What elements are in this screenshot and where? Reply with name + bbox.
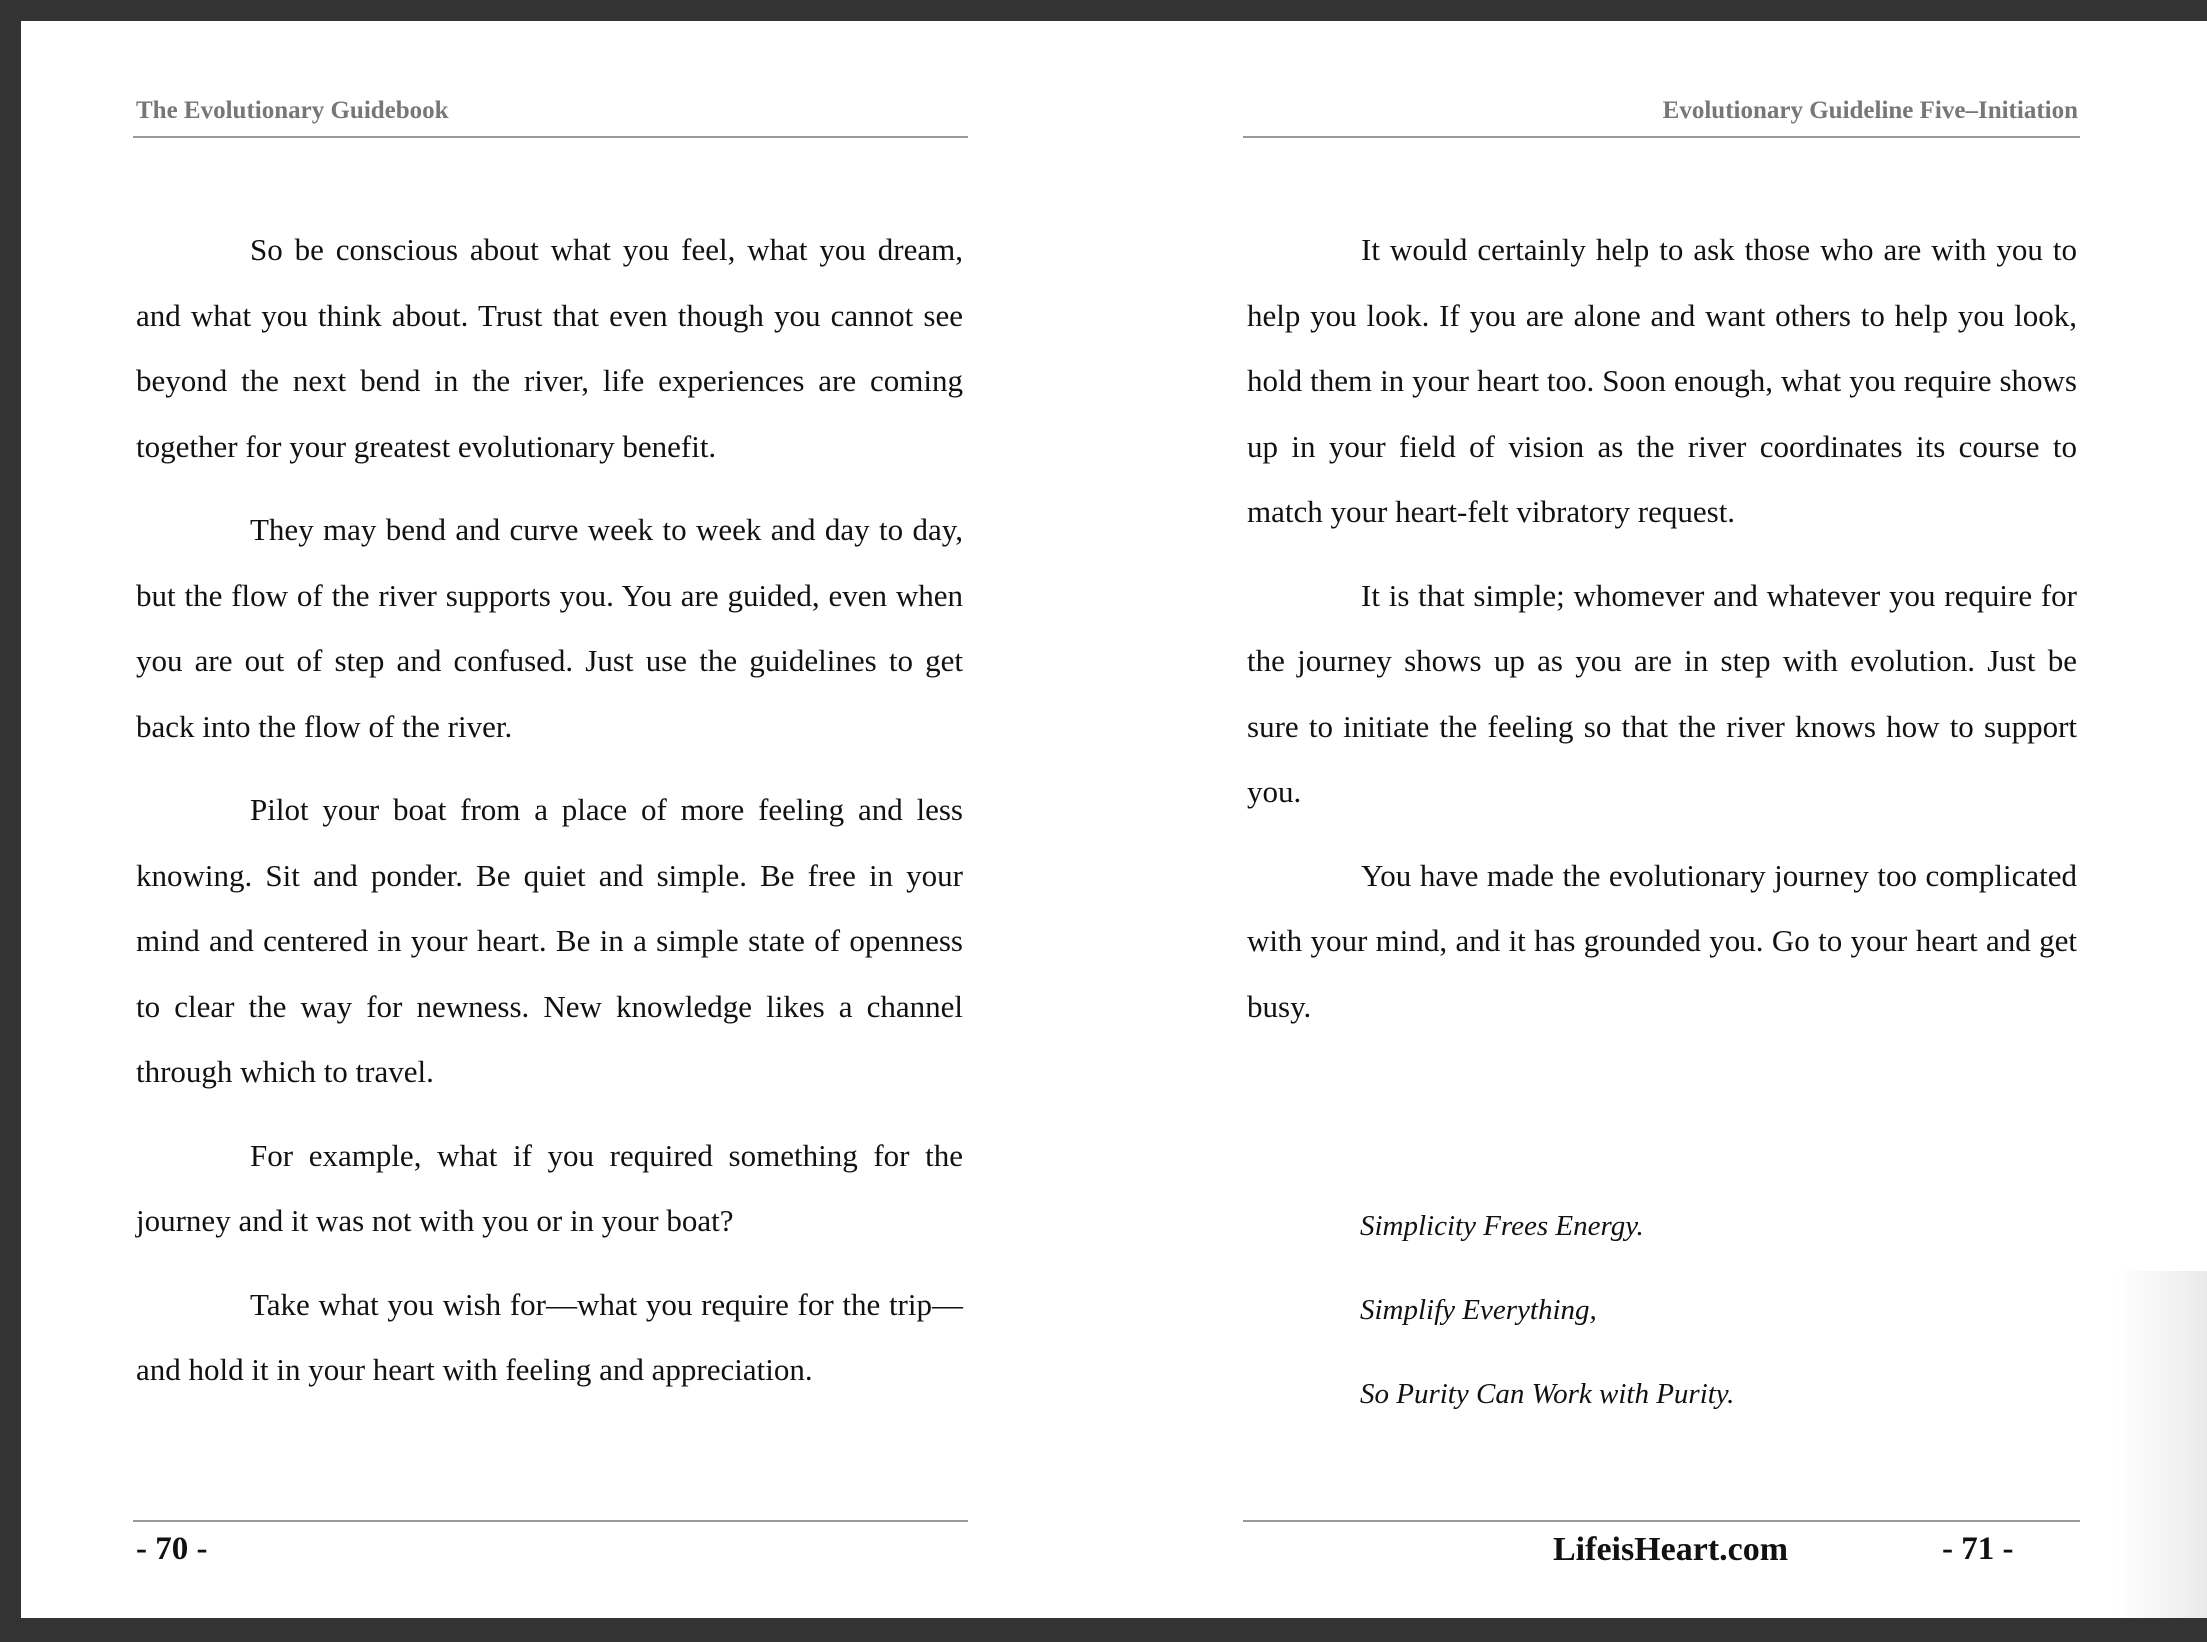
paragraph: It is that simple; whomever and whatever you require for the journey shows up as you are in step with evolution. Just be sure to initiate the feeling so that the river knows how to support you. [1247,577,2077,809]
quote-line: So Purity Can Work with Purity. [1360,1378,1735,1410]
paragraph: It would certainly help to ask those who are with you to help you look. If you are alone and want others to help you look, hold them in your heart too. Soon enough, what you require shows up in your field of vision as the river coordinates its course to match your heart-felt vibratory request. [1247,232,2077,529]
body-text-left [136,217,963,1421]
paragraph: For example, what if you required something for the journey and it was not with you or in your boat? [136,1137,963,1238]
paragraph: Take what you wish for—what you require for the trip—and hold it in your heart with feeling and appreciation. [136,1286,963,1387]
book-spread [21,21,2207,1618]
header-divider [1243,136,2080,138]
website-name: LifeisHeart.com [1553,1531,1789,1568]
footer-divider [133,1520,968,1522]
italic-quote-block [1360,1206,1734,1458]
quote-line: Simplicity Frees Energy. [1360,1210,1644,1242]
paragraph: So be conscious about what you feel, what you dream, and what you think about. Trust that even though you cannot see beyond the next bend in the river, life experiences are coming together for your greatest evolutionary benefit. [136,232,963,464]
left-page [133,21,968,1618]
footer-divider [1243,1520,2080,1522]
header-divider [133,136,968,138]
paragraph: They may bend and curve week to week and day to day, but the flow of the river supports you. You are guided, even when you are out of step and confused. Just use the guidelines to get back into the flow of the river. [136,512,963,744]
quote-line: Simplify Everything, [1360,1294,1597,1326]
right-page [1243,21,2080,1618]
page-number-right: - 71 - [1942,1531,2014,1567]
page-number-left: - 70 - [136,1531,208,1567]
running-head-left: The Evolutionary Guidebook [136,97,449,124]
running-head-right: Evolutionary Guideline Five–Initiation [1662,97,2078,124]
paragraph: You have made the evolutionary journey too complicated with your mind, and it has grounded you. Go to your heart and get busy. [1247,857,2077,1024]
body-text-right [1247,217,2077,1057]
page-curl-shadow [2117,1271,2207,1618]
paragraph: Pilot your boat from a place of more feeling and less knowing. Sit and ponder. Be quiet and simple. Be free in your mind and centered in your heart. Be in a simple state of openness to clear the way for newness. New knowledge likes a channel through which to travel. [136,792,963,1089]
